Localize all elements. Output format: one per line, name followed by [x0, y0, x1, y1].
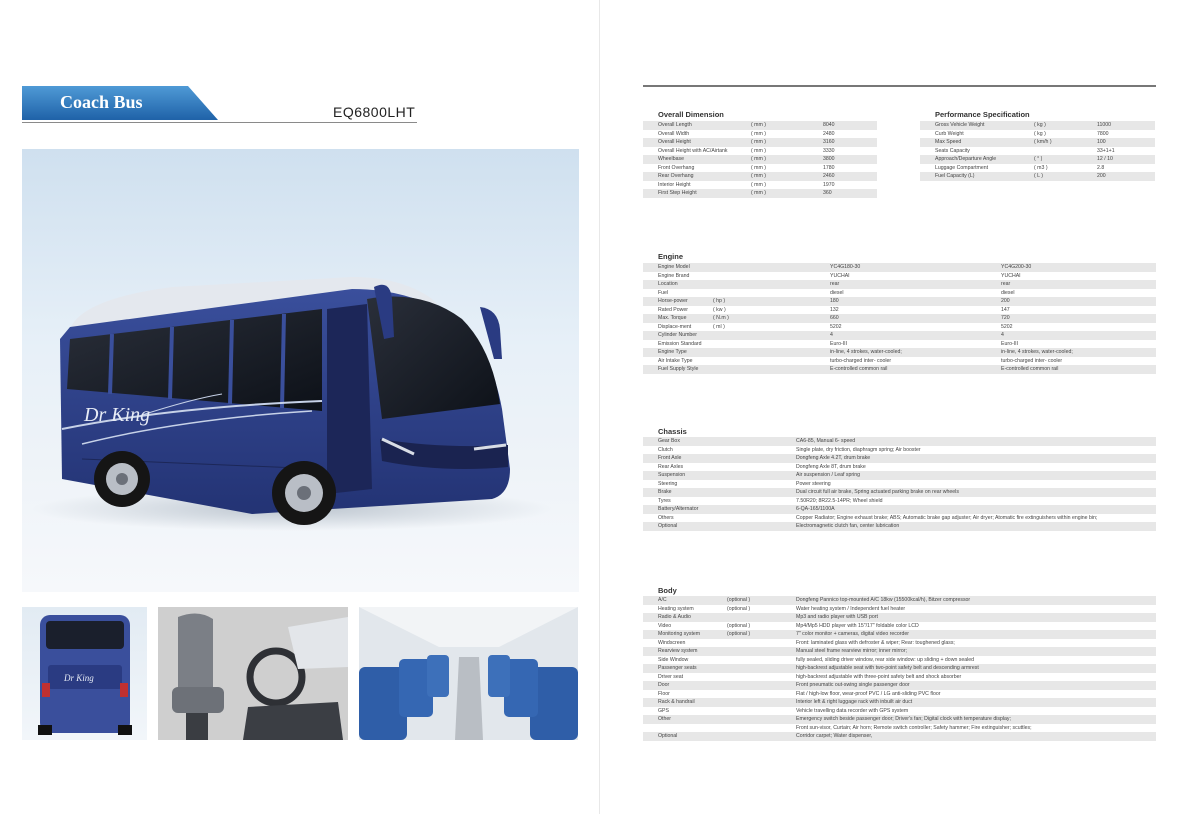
chassis-label: Others: [658, 514, 674, 521]
overall-row: [643, 121, 877, 130]
engine-b: 4: [1001, 332, 1004, 338]
overall-row: [643, 138, 877, 147]
chassis-label: Suspension: [658, 472, 686, 478]
performance-unit: ( ° ): [1034, 156, 1043, 162]
engine-a: 660: [830, 315, 839, 321]
body-opt: (optional ): [727, 622, 751, 629]
engine-b: 720: [1001, 315, 1010, 321]
overall-label: Interior Height: [658, 181, 691, 188]
body-row: [643, 613, 1156, 622]
body-label: Door: [658, 682, 670, 688]
bus-rear-illustration: [22, 607, 147, 740]
engine-label: Cylinder Number: [658, 332, 697, 338]
engine-label: Fuel Supply Style: [658, 366, 699, 372]
chassis-label: Battery/Alternator: [658, 506, 699, 512]
performance-label: Curb Weight: [935, 130, 964, 137]
driver-cabin-photo: [158, 607, 348, 740]
chassis-row: [643, 480, 1156, 489]
body-label: Video: [658, 622, 672, 629]
engine-a: Euro-III: [830, 340, 848, 347]
hero-bus-photo: [22, 149, 579, 592]
right-page: [600, 0, 1199, 814]
engine-b: in-line, 4 strokes, water-cooled;: [1001, 349, 1073, 355]
coach-bus-illustration: [22, 149, 579, 592]
overall-unit: ( mm ): [751, 122, 766, 128]
body-label: Heating system: [658, 605, 694, 612]
overall-unit: ( mm ): [751, 164, 766, 171]
performance-unit: ( m3 ): [1034, 164, 1048, 171]
front-wheel: [272, 461, 336, 525]
engine-b: diesel: [1001, 289, 1015, 296]
overall-unit: ( mm ): [751, 156, 766, 162]
body-value: Mp3 and radio player with USB port: [796, 614, 878, 620]
performance-row: [920, 172, 1155, 181]
passenger-seats-illustration: [359, 607, 578, 740]
engine-row: [643, 280, 1156, 289]
performance-value: 2.8: [1097, 164, 1105, 171]
engine-label: Engine Type: [658, 349, 687, 355]
body-value: high-backrest adjustable with three-point safety belt and shock absorber: [796, 673, 962, 680]
body-value: Flat / high-low floor, wear-proof PVC / LG anti-sliding PVC floor: [796, 690, 941, 697]
engine-row: [643, 272, 1156, 281]
overall-value: 3160: [823, 139, 835, 145]
engine-b: YC4G200-30: [1001, 264, 1032, 270]
body-opt: (optional ): [727, 631, 751, 637]
body-value: Manual steel frame rearview mirror; inner mirror;: [796, 648, 907, 654]
performance-unit: ( kg ): [1034, 130, 1046, 137]
overall-row: [643, 172, 877, 181]
overall-value: 1970: [823, 181, 835, 188]
body-row: [643, 681, 1156, 690]
performance-value: 100: [1097, 139, 1106, 145]
overall-label: Overall Height: [658, 139, 691, 145]
overall-label: Rear Overhang: [658, 173, 694, 179]
engine-row: [643, 357, 1156, 366]
engine-b: E-controlled common rail: [1001, 366, 1059, 372]
body-row: [643, 673, 1156, 682]
chassis-value: CA6-85, Manual 6- speed: [796, 438, 856, 444]
performance-unit: ( L ): [1034, 173, 1044, 179]
body-row: [643, 596, 1156, 605]
body-value: high-backrest adjustable seat with two-point safety belt and descending armrest: [796, 665, 979, 671]
chassis-table: [643, 437, 1156, 531]
body-value: fully sealed, sliding driver window, rear side window: up sliding + down sealed: [796, 656, 975, 663]
body-value: Corridor carpet; Water dispenser,: [796, 733, 873, 739]
chassis-label: Tyres: [658, 497, 671, 504]
top-rule: [643, 85, 1156, 87]
chassis-row: [643, 497, 1156, 506]
engine-row: [643, 289, 1156, 298]
body-row: [643, 622, 1156, 631]
body-label: Other: [658, 716, 671, 722]
performance-table: [920, 121, 1155, 181]
engine-a: 4: [830, 332, 833, 338]
engine-a: rear: [830, 281, 840, 287]
body-row: [643, 732, 1156, 741]
side-brand-logo: Dr King: [84, 404, 151, 426]
body-table: [643, 596, 1156, 741]
rear-view-photo: [22, 607, 147, 740]
body-label: Floor: [658, 690, 670, 697]
engine-b: 5202: [1001, 323, 1013, 330]
engine-row: [643, 323, 1156, 332]
body-label: Rearview system: [658, 648, 698, 654]
body-row: [643, 690, 1156, 699]
engine-label: Rated Power: [658, 306, 688, 313]
overall-label: Overall Length: [658, 122, 692, 128]
body-opt: (optional ): [727, 605, 751, 612]
body-label: Radio & Audio: [658, 614, 691, 620]
engine-b: Euro-III: [1001, 340, 1019, 347]
body-label: Windscreen: [658, 639, 686, 646]
body-value: Dongfeng Pannico top-mounted A/C 18kw (15500kcal/h), Bitzer compressor: [796, 597, 971, 603]
engine-row: [643, 263, 1156, 272]
chassis-value: Air suspension / Leaf spring: [796, 472, 861, 478]
engine-title: Engine: [658, 252, 684, 261]
body-value: Front sun-visor, Curtain; Air horn; Remote switch controller; Safety hammer; Fire extinguisher; scuttles;: [796, 724, 1032, 731]
performance-row: [920, 164, 1155, 173]
driver-seat-illustration: [158, 607, 348, 740]
engine-label: Fuel: [658, 289, 669, 296]
chassis-row: [643, 505, 1156, 514]
body-row: [643, 724, 1156, 733]
chassis-row: [643, 454, 1156, 463]
engine-a: YC4G180-30: [830, 264, 861, 270]
title-divider: [22, 122, 417, 123]
engine-row: [643, 365, 1156, 374]
performance-value: 7800: [1097, 130, 1109, 137]
engine-a: 132: [830, 306, 839, 313]
engine-b: 147: [1001, 306, 1010, 313]
body-label: Side Window: [658, 656, 689, 663]
chassis-value: 7.50R20; 8R22.5-14PR; Wheel shield: [796, 497, 883, 504]
performance-row: [920, 130, 1155, 139]
overall-row: [643, 164, 877, 173]
overall-unit: ( mm ): [751, 181, 766, 188]
engine-label: Max. Torque: [658, 315, 687, 321]
body-label: Optional: [658, 733, 678, 739]
body-value: Vehicle travelling data recorder with GPS system: [796, 707, 909, 714]
chassis-value: Electromagnetic clutch fan, center lubrication: [796, 523, 900, 529]
body-value: Mp4/Mp5 HDD player with 15"/17" foldable color LCD: [796, 622, 919, 629]
chassis-value: 6-QA-165/1100A: [796, 506, 835, 512]
chassis-label: Front Axle: [658, 455, 682, 461]
engine-a: 180: [830, 298, 839, 304]
title-banner: [22, 86, 218, 120]
engine-row: [643, 348, 1156, 357]
body-value: Water heating system / Independent fuel heater: [796, 605, 906, 612]
chassis-value: Dual circuit full air brake, Spring actuated parking brake on rear wheels: [796, 489, 959, 495]
performance-unit: ( km/h ): [1034, 139, 1052, 145]
engine-a: diesel: [830, 289, 844, 296]
chassis-value: Copper Radiator; Engine exhaust brake; ABS; Automatic brake gap adjuster; Air dryer; Atomatic fire extinguishers within engine bin;: [796, 514, 1098, 521]
passenger-interior-photo: [359, 607, 578, 740]
engine-label: Displace-ment: [658, 323, 692, 330]
body-value: 7" color monitor + cameras, digital video recorder: [796, 631, 909, 637]
performance-label: Approach/Departure Angle: [935, 156, 997, 162]
chassis-row: [643, 446, 1156, 455]
performance-row: [920, 121, 1155, 130]
body-value: Emergency switch beside passenger door; Driver's fan; Digital clock with temperature display;: [796, 716, 1011, 722]
body-label: A/C: [658, 597, 667, 603]
overall-label: Wheelbase: [658, 156, 684, 162]
engine-label: Engine Model: [658, 264, 690, 270]
chassis-title: Chassis: [658, 427, 687, 436]
body-row: [643, 605, 1156, 614]
body-value: Front: laminated glass with defroster & wiper; Rear: toughened glass;: [796, 639, 955, 646]
engine-row: [643, 331, 1156, 340]
overall-row: [643, 181, 877, 190]
engine-label: Air Intake Type: [658, 357, 693, 364]
engine-b: rear: [1001, 281, 1011, 287]
performance-row: [920, 138, 1155, 147]
chassis-label: Brake: [658, 489, 672, 495]
overall-value: 1780: [823, 164, 835, 171]
engine-unit: ( hp ): [713, 298, 726, 304]
body-value: Interior left & right luggage rack with inbuilt air duct: [796, 699, 913, 705]
overall-label: First Step Height: [658, 190, 697, 196]
overall-dimension-table: [643, 121, 877, 198]
overall-value: 8040: [823, 122, 835, 128]
chassis-label: Gear Box: [658, 438, 680, 444]
engine-a: 5202: [830, 323, 842, 330]
overall-label: Front Overhang: [658, 164, 695, 171]
chassis-row: [643, 522, 1156, 531]
page-title: Coach Bus: [60, 92, 143, 112]
performance-row: [920, 147, 1155, 156]
engine-row: [643, 340, 1156, 349]
chassis-label: Steering: [658, 480, 678, 487]
performance-value: 12 / 10: [1097, 156, 1113, 162]
engine-row: [643, 297, 1156, 306]
performance-title: Performance Specification: [935, 110, 1030, 119]
engine-a: turbo-charged inter- cooler: [830, 357, 892, 364]
engine-row: [643, 314, 1156, 323]
overall-value: 2460: [823, 173, 835, 179]
model-code: EQ6800LHT: [333, 104, 416, 120]
overall-label: Overall Width: [658, 130, 690, 137]
overall-unit: ( mm ): [751, 190, 766, 196]
engine-a: E-controlled common rail: [830, 366, 888, 372]
chassis-label: Optional: [658, 523, 678, 529]
body-row: [643, 664, 1156, 673]
performance-label: Gross Vehicle Weight: [935, 122, 985, 128]
body-label: GPS: [658, 707, 669, 714]
engine-a: YUCHAI: [830, 272, 850, 279]
body-label: Monitoring system: [658, 631, 701, 637]
performance-value: 33+1+1: [1097, 147, 1115, 154]
overall-row: [643, 189, 877, 198]
overall-value: 3330: [823, 147, 835, 154]
engine-a: in-line, 4 strokes, water-cooled;: [830, 349, 902, 355]
chassis-value: Dongfeng Axle 8T, drum brake: [796, 463, 866, 470]
overall-unit: ( mm ): [751, 173, 766, 179]
body-row: [643, 715, 1156, 724]
overall-row: [643, 130, 877, 139]
chassis-value: Single plate, dry friction, diaphragm spring; Air booster: [796, 446, 921, 453]
engine-b: 200: [1001, 298, 1010, 304]
performance-label: Max Speed: [935, 139, 962, 145]
body-row: [643, 630, 1156, 639]
rear-wheel: [94, 451, 150, 507]
engine-unit: ( N.m ): [713, 315, 729, 321]
chassis-value: Power steering: [796, 480, 831, 487]
overall-dimension-title: Overall Dimension: [658, 110, 724, 119]
chassis-row: [643, 463, 1156, 472]
performance-value: 11000: [1097, 122, 1112, 128]
body-value: Front pneumatic out-swing single passenger door: [796, 682, 910, 688]
body-row: [643, 707, 1156, 716]
body-row: [643, 639, 1156, 648]
engine-label: Engine Brand: [658, 272, 690, 279]
chassis-value: Dongfeng Axle 4.2T, drum brake: [796, 455, 871, 461]
body-title: Body: [658, 586, 677, 595]
chassis-row: [643, 437, 1156, 446]
performance-row: [920, 155, 1155, 164]
chassis-row: [643, 488, 1156, 497]
engine-b: YUCHAI: [1001, 272, 1021, 279]
overall-unit: ( mm ): [751, 147, 766, 154]
performance-label: Fuel Capacity (L): [935, 173, 975, 179]
overall-label: Overall Height with AC/Airtank: [658, 147, 728, 154]
body-row: [643, 647, 1156, 656]
performance-label: Seats Capacity: [935, 147, 970, 154]
engine-label: Location: [658, 281, 678, 287]
body-label: Driver seat: [658, 673, 684, 680]
engine-table: [643, 263, 1156, 374]
svg-text:Dr King: Dr King: [64, 673, 94, 683]
body-label: Rack & handrail: [658, 699, 695, 705]
chassis-row: [643, 514, 1156, 523]
body-row: [643, 698, 1156, 707]
engine-b: turbo-charged inter- cooler: [1001, 357, 1063, 364]
overall-row: [643, 147, 877, 156]
body-opt: (optional ): [727, 597, 751, 603]
body-row: [643, 656, 1156, 665]
body-label: Passenger seats: [658, 665, 697, 671]
performance-unit: ( kg ): [1034, 122, 1046, 128]
overall-unit: ( mm ): [751, 130, 766, 137]
chassis-label: Rear Axles: [658, 463, 684, 470]
chassis-row: [643, 471, 1156, 480]
engine-label: Emission Standard: [658, 340, 702, 347]
overall-unit: ( mm ): [751, 139, 766, 145]
engine-row: [643, 306, 1156, 315]
overall-value: 3800: [823, 156, 835, 162]
chassis-label: Clutch: [658, 446, 673, 453]
overall-value: 360: [823, 190, 832, 196]
engine-unit: ( kw ): [713, 306, 726, 313]
engine-label: Horse-power: [658, 298, 688, 304]
performance-label: Luggage Compartment: [935, 164, 989, 171]
overall-value: 2480: [823, 130, 835, 137]
performance-value: 200: [1097, 173, 1106, 179]
overall-row: [643, 155, 877, 164]
engine-unit: ( ml ): [713, 323, 725, 330]
